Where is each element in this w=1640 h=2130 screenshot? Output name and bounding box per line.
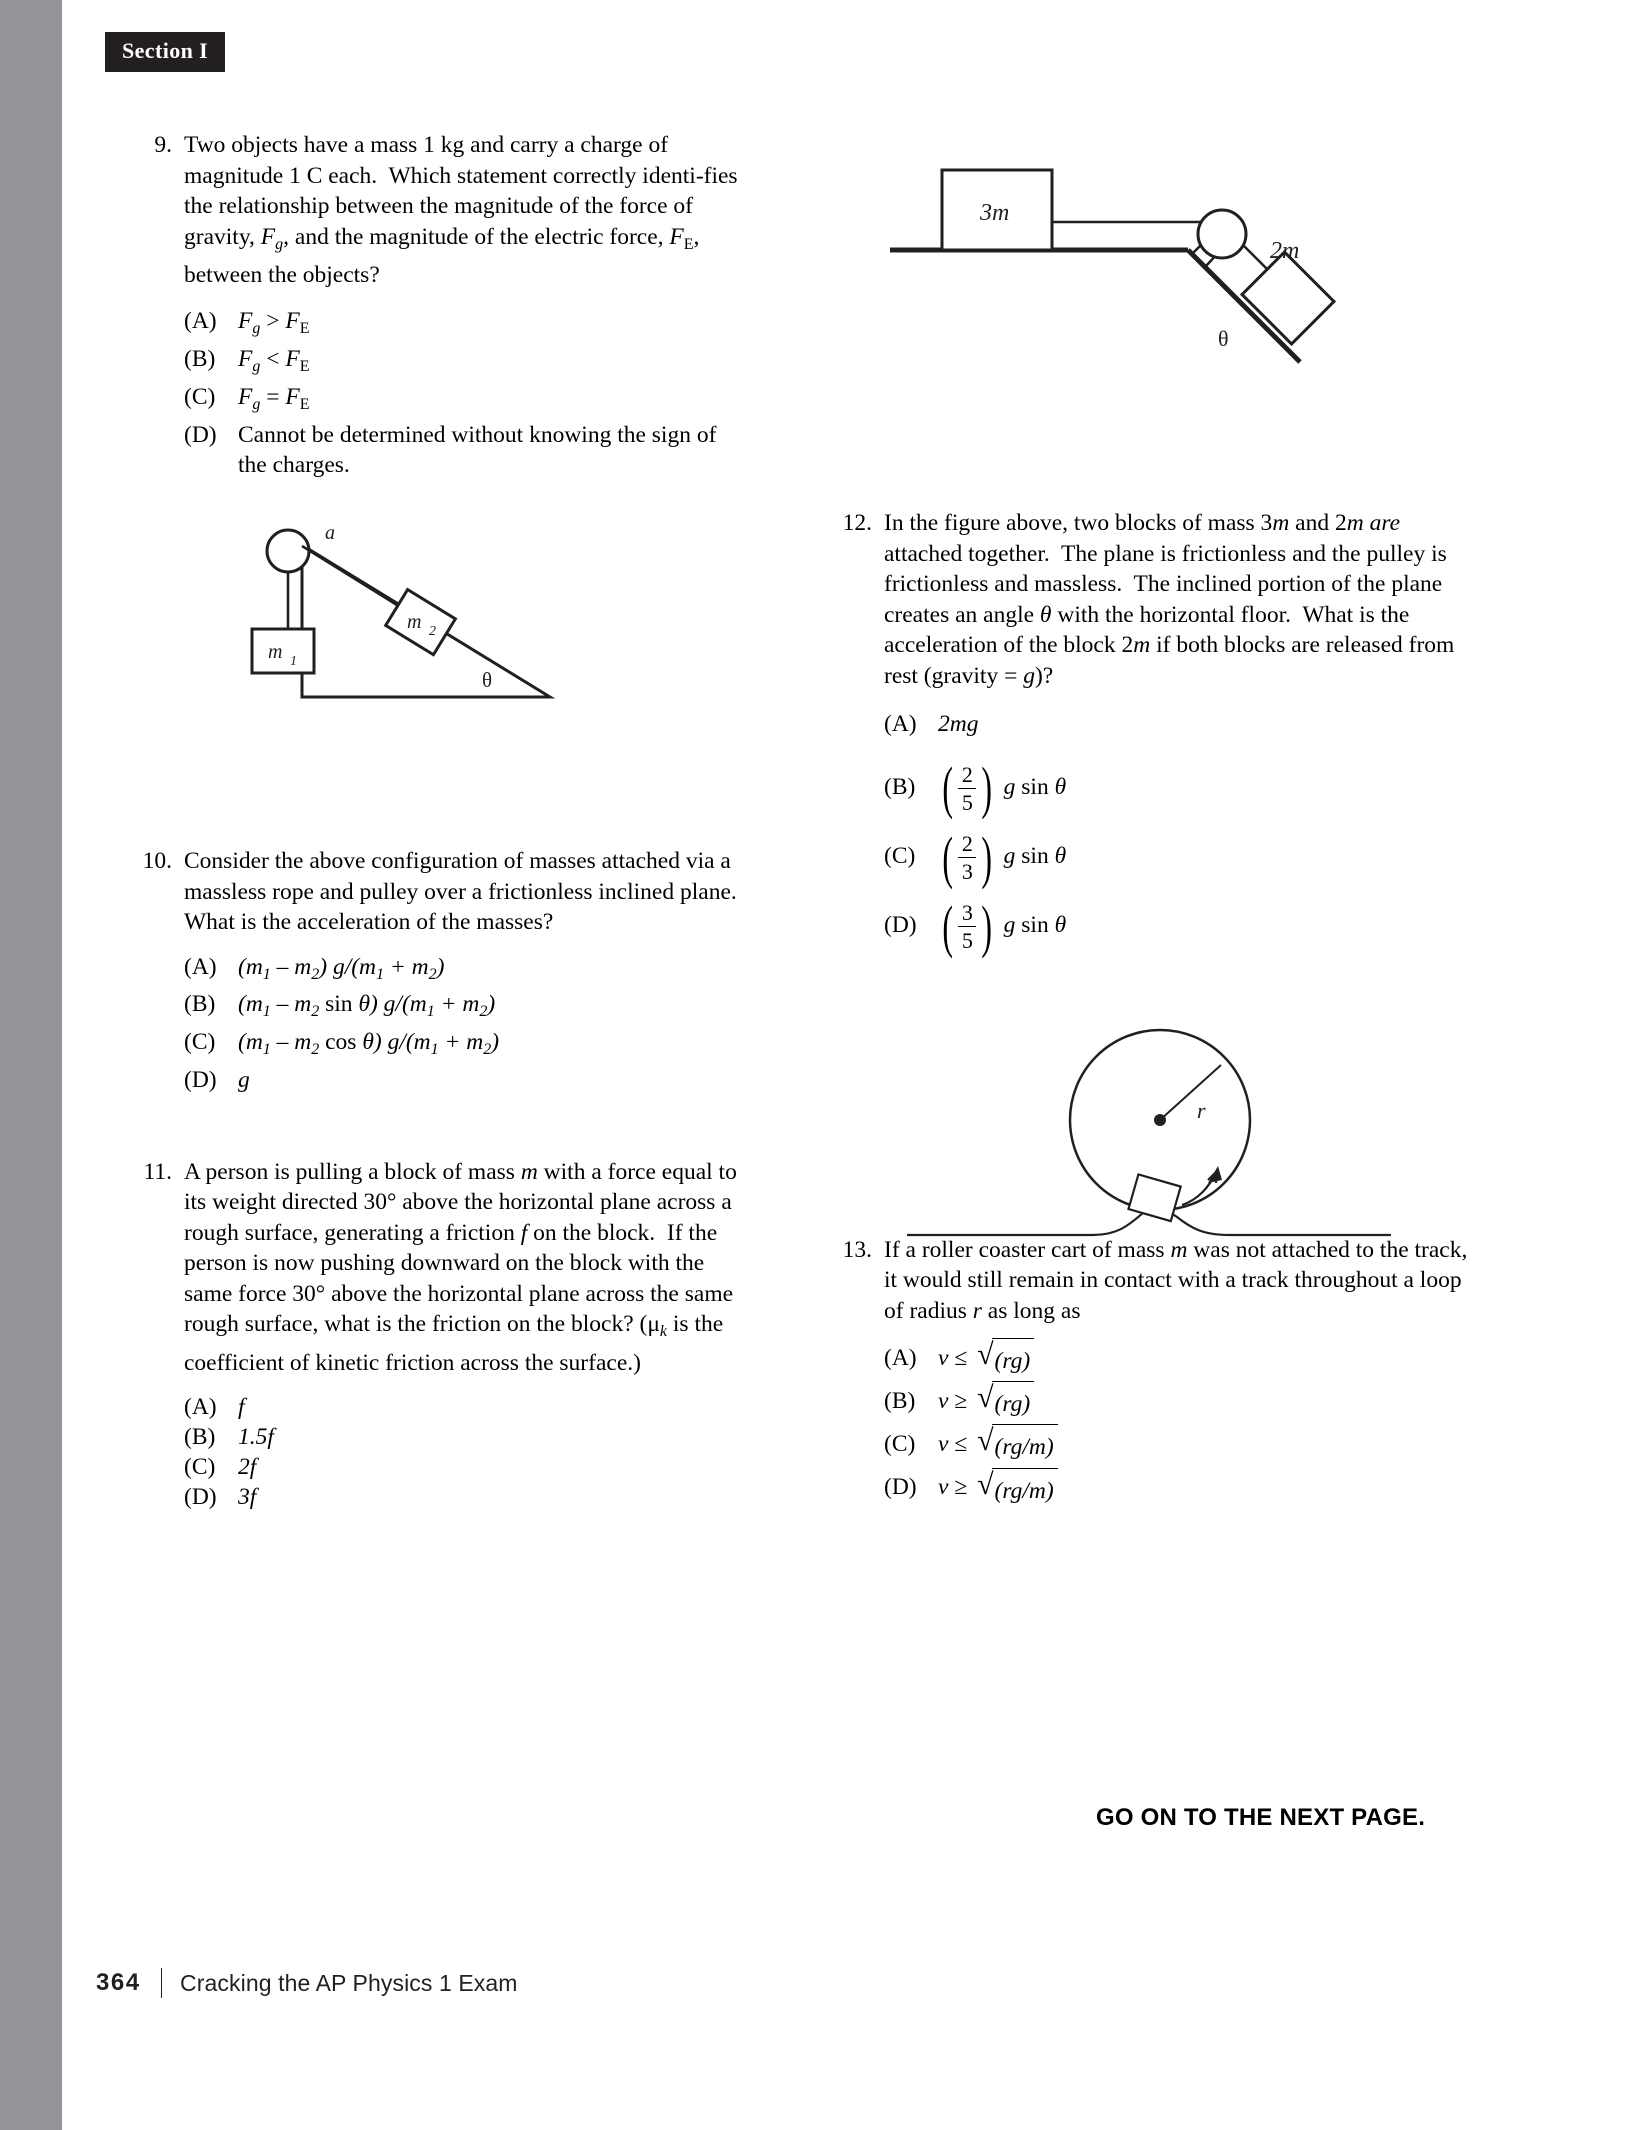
choice-d-letter: (D) xyxy=(184,1484,217,1511)
radical-sign: √ xyxy=(977,1467,994,1501)
choice-b-text: 1.5f xyxy=(238,1424,274,1451)
section-label: Section I xyxy=(105,32,225,72)
page-number: 364 xyxy=(96,1969,141,1996)
choice-c-letter: (C) xyxy=(884,843,916,870)
choice-d-continuation: the charges. xyxy=(238,451,350,478)
choice-d-suffix: g sin θ xyxy=(1003,912,1067,939)
fraction-group xyxy=(938,755,997,821)
question-13-number: 13. xyxy=(842,1236,872,1263)
choice-d[interactable] xyxy=(884,1467,1468,1510)
svg-text:2: 2 xyxy=(429,624,436,639)
choice-d-text: g xyxy=(238,1066,250,1093)
choice-a[interactable] xyxy=(184,952,748,990)
choice-d[interactable] xyxy=(184,1065,748,1095)
radical-sign: √ xyxy=(977,1381,994,1415)
sqrt-group xyxy=(977,1468,1058,1511)
question-9 xyxy=(128,130,748,480)
question-11-stem: A person is pulling a block of mass m with a force equal to its weight directed 30° above the horizontal plane across a rough surface, generating a friction f on the block. If the person is now pushing downward on the block with the same force 30° above the horizontal plane across the same rough surface, what is the friction on the block? ($\mu_k$ is the coefficient of kinetic friction across the surface.) xyxy=(184,1158,737,1376)
choice-d-text: 3f xyxy=(238,1484,257,1511)
question-13-stem: If a roller coaster cart of mass m was not attached to the track, it would still remain in contact with a track throughout a loop of radius r as long as xyxy=(884,1236,1468,1324)
svg-text:θ: θ xyxy=(482,668,493,692)
question-13-choices xyxy=(884,1338,1468,1510)
choice-a-text: f xyxy=(238,1394,245,1421)
choice-c[interactable] xyxy=(884,824,1468,890)
fraction xyxy=(958,901,976,952)
choice-b-text: ($m_1 - m_2$ sin θ) $g/(m_1 + m_2)$ xyxy=(238,991,496,1021)
choice-c-letter: (C) xyxy=(884,1431,916,1458)
choice-b[interactable] xyxy=(884,755,1468,821)
choice-c[interactable] xyxy=(184,382,748,420)
choice-d-letter: (D) xyxy=(184,1066,217,1093)
left-gray-bar xyxy=(0,0,62,2130)
sqrt-group xyxy=(977,1424,1058,1467)
radical-sign: √ xyxy=(977,1424,994,1458)
relation: v ≥ xyxy=(938,1388,968,1415)
question-10-number: 10. xyxy=(142,848,172,875)
sqrt-group xyxy=(977,1338,1034,1381)
choice-d-text xyxy=(938,893,1468,959)
question-12-number: 12. xyxy=(842,510,872,536)
fraction-bar xyxy=(958,788,976,789)
question-10 xyxy=(128,846,748,1095)
right-column xyxy=(828,130,1468,1511)
choice-c-letter: (C) xyxy=(184,383,216,410)
choice-c[interactable] xyxy=(184,1452,748,1482)
right-paren: ) xyxy=(981,893,993,959)
left-column xyxy=(128,130,748,1512)
choice-b-text xyxy=(938,1381,1468,1424)
left-paren: ( xyxy=(942,755,953,821)
choice-a[interactable] xyxy=(884,709,1468,739)
choice-b-letter: (B) xyxy=(184,991,216,1018)
question-9-stem: Two objects have a mass 1 kg and carry a charge of magnitude 1 C each. Which statement correctly identi-fies the relationship between the magnitude of the force of gravity, $F_g$, and the magnitude of the electric force, $F_E$, between the objects? xyxy=(184,132,738,288)
choice-b-suffix: g sin θ xyxy=(1003,773,1067,800)
numerator: 3 xyxy=(961,900,973,926)
choice-a-letter: (A) xyxy=(184,308,217,335)
choice-b-text xyxy=(938,755,1468,821)
choice-b-letter: (B) xyxy=(884,1388,916,1415)
choice-b[interactable] xyxy=(184,989,748,1027)
choice-b-letter: (B) xyxy=(184,1424,216,1451)
choice-b[interactable] xyxy=(184,1422,748,1452)
choice-a-letter: (A) xyxy=(884,711,917,737)
choice-d-letter: (D) xyxy=(884,1474,917,1501)
svg-text:3m: 3m xyxy=(980,200,1010,226)
choice-c-letter: (C) xyxy=(184,1029,216,1056)
figure-loop-track xyxy=(885,1020,1405,1280)
fraction-group xyxy=(938,893,997,959)
left-paren: ( xyxy=(942,893,953,959)
choice-c-text: $F_g = F_E$ xyxy=(238,383,310,413)
choice-b[interactable] xyxy=(184,344,748,382)
choice-a[interactable] xyxy=(184,306,748,344)
question-10-stem: Consider the above configuration of masses attached via a massless rope and pulley over a frictionless inclined plane. What is the acceleration of the masses? xyxy=(184,848,737,936)
right-paren: ) xyxy=(981,755,993,821)
svg-text:a: a xyxy=(325,525,335,544)
question-12-choices xyxy=(884,709,1468,959)
choice-a-text: $(m_1 - m_2) g/(m_1 + m_2)$ xyxy=(238,953,445,983)
denominator: 5 xyxy=(961,928,973,954)
question-11-number: 11. xyxy=(143,1158,172,1185)
choice-c[interactable] xyxy=(884,1424,1468,1467)
choice-a-letter: (A) xyxy=(884,1345,917,1372)
question-12 xyxy=(828,508,1468,959)
choice-d[interactable] xyxy=(184,420,748,450)
left-paren: ( xyxy=(942,824,953,890)
numerator: 2 xyxy=(961,762,973,787)
denominator: 5 xyxy=(961,790,973,816)
choice-d-letter: (D) xyxy=(884,912,917,939)
radicand: (rg) xyxy=(992,1381,1035,1424)
choice-d-text xyxy=(938,1467,1468,1510)
choice-b-text: $F_g < F_E$ xyxy=(238,346,310,375)
question-9-choices xyxy=(184,306,748,480)
choice-c-suffix: g sin θ xyxy=(1003,843,1067,870)
sqrt-group xyxy=(977,1381,1034,1424)
choice-a-text: 2mg xyxy=(938,711,979,737)
choice-a[interactable] xyxy=(184,1392,748,1422)
choice-d-text: Cannot be determined without knowing the sign of xyxy=(238,421,717,448)
question-10-choices xyxy=(184,952,748,1095)
book-title: Cracking the AP Physics 1 Exam xyxy=(180,1969,518,1996)
footer-divider xyxy=(161,1968,163,1998)
choice-a-text: $F_g > F_E$ xyxy=(238,308,310,338)
svg-text:1: 1 xyxy=(290,654,297,669)
choice-a-letter: (A) xyxy=(184,953,217,980)
svg-text:r: r xyxy=(1197,1098,1206,1123)
go-on-notice: GO ON TO THE NEXT PAGE. xyxy=(1096,1804,1426,1831)
svg-text:θ: θ xyxy=(1218,326,1229,351)
fraction-bar xyxy=(958,926,976,927)
relation: v ≥ xyxy=(938,1474,968,1501)
question-11 xyxy=(128,1157,748,1512)
relation: v ≤ xyxy=(938,1431,968,1458)
choice-a[interactable] xyxy=(884,1338,1468,1381)
choice-c-text xyxy=(938,1424,1468,1467)
choice-a-letter: (A) xyxy=(184,1394,217,1421)
choice-c[interactable] xyxy=(184,1027,748,1065)
question-12-stem: In the figure above, two blocks of mass 3m and 2m are attached together. The plane is frictionless and the pulley is frictionless and massless. The inclined portion of the plane creates an angle θ with the horizontal floor. What is the acceleration of the block 2m if both blocks are released from rest (gravity = g)? xyxy=(884,510,1455,689)
choice-c-text: 2f xyxy=(238,1454,257,1481)
denominator: 3 xyxy=(961,859,973,885)
radical-sign: √ xyxy=(977,1338,994,1372)
fraction-bar xyxy=(958,857,976,858)
choice-d[interactable] xyxy=(184,1482,748,1512)
fraction xyxy=(958,832,976,883)
relation: v ≤ xyxy=(938,1345,968,1372)
choice-c-letter: (C) xyxy=(184,1454,216,1481)
svg-text:m: m xyxy=(407,611,422,633)
question-11-choices xyxy=(184,1392,748,1512)
right-paren: ) xyxy=(981,824,993,890)
svg-text:2m: 2m xyxy=(1270,238,1300,264)
choice-b-letter: (B) xyxy=(884,773,916,800)
question-9-number: 9. xyxy=(154,132,172,158)
choice-d-letter: (D) xyxy=(184,421,217,448)
radicand: (rg) xyxy=(992,1338,1035,1381)
svg-text:m: m xyxy=(268,641,283,663)
radicand: (rg/m) xyxy=(992,1468,1058,1511)
fraction-group xyxy=(938,824,997,890)
figure-incline-pulley xyxy=(250,525,590,725)
choice-b[interactable] xyxy=(884,1381,1468,1424)
page-footer xyxy=(96,1968,518,1998)
fraction xyxy=(958,763,976,814)
choice-c-text xyxy=(938,824,1468,890)
choice-c-text: ($m_1 - m_2$ cos θ) $g/(m_1 + m_2)$ xyxy=(238,1029,500,1058)
choice-a-text xyxy=(938,1338,1468,1381)
numerator: 2 xyxy=(961,831,973,857)
radicand: (rg/m) xyxy=(992,1424,1058,1467)
choice-b-letter: (B) xyxy=(184,346,216,373)
choice-d[interactable] xyxy=(884,893,1468,959)
